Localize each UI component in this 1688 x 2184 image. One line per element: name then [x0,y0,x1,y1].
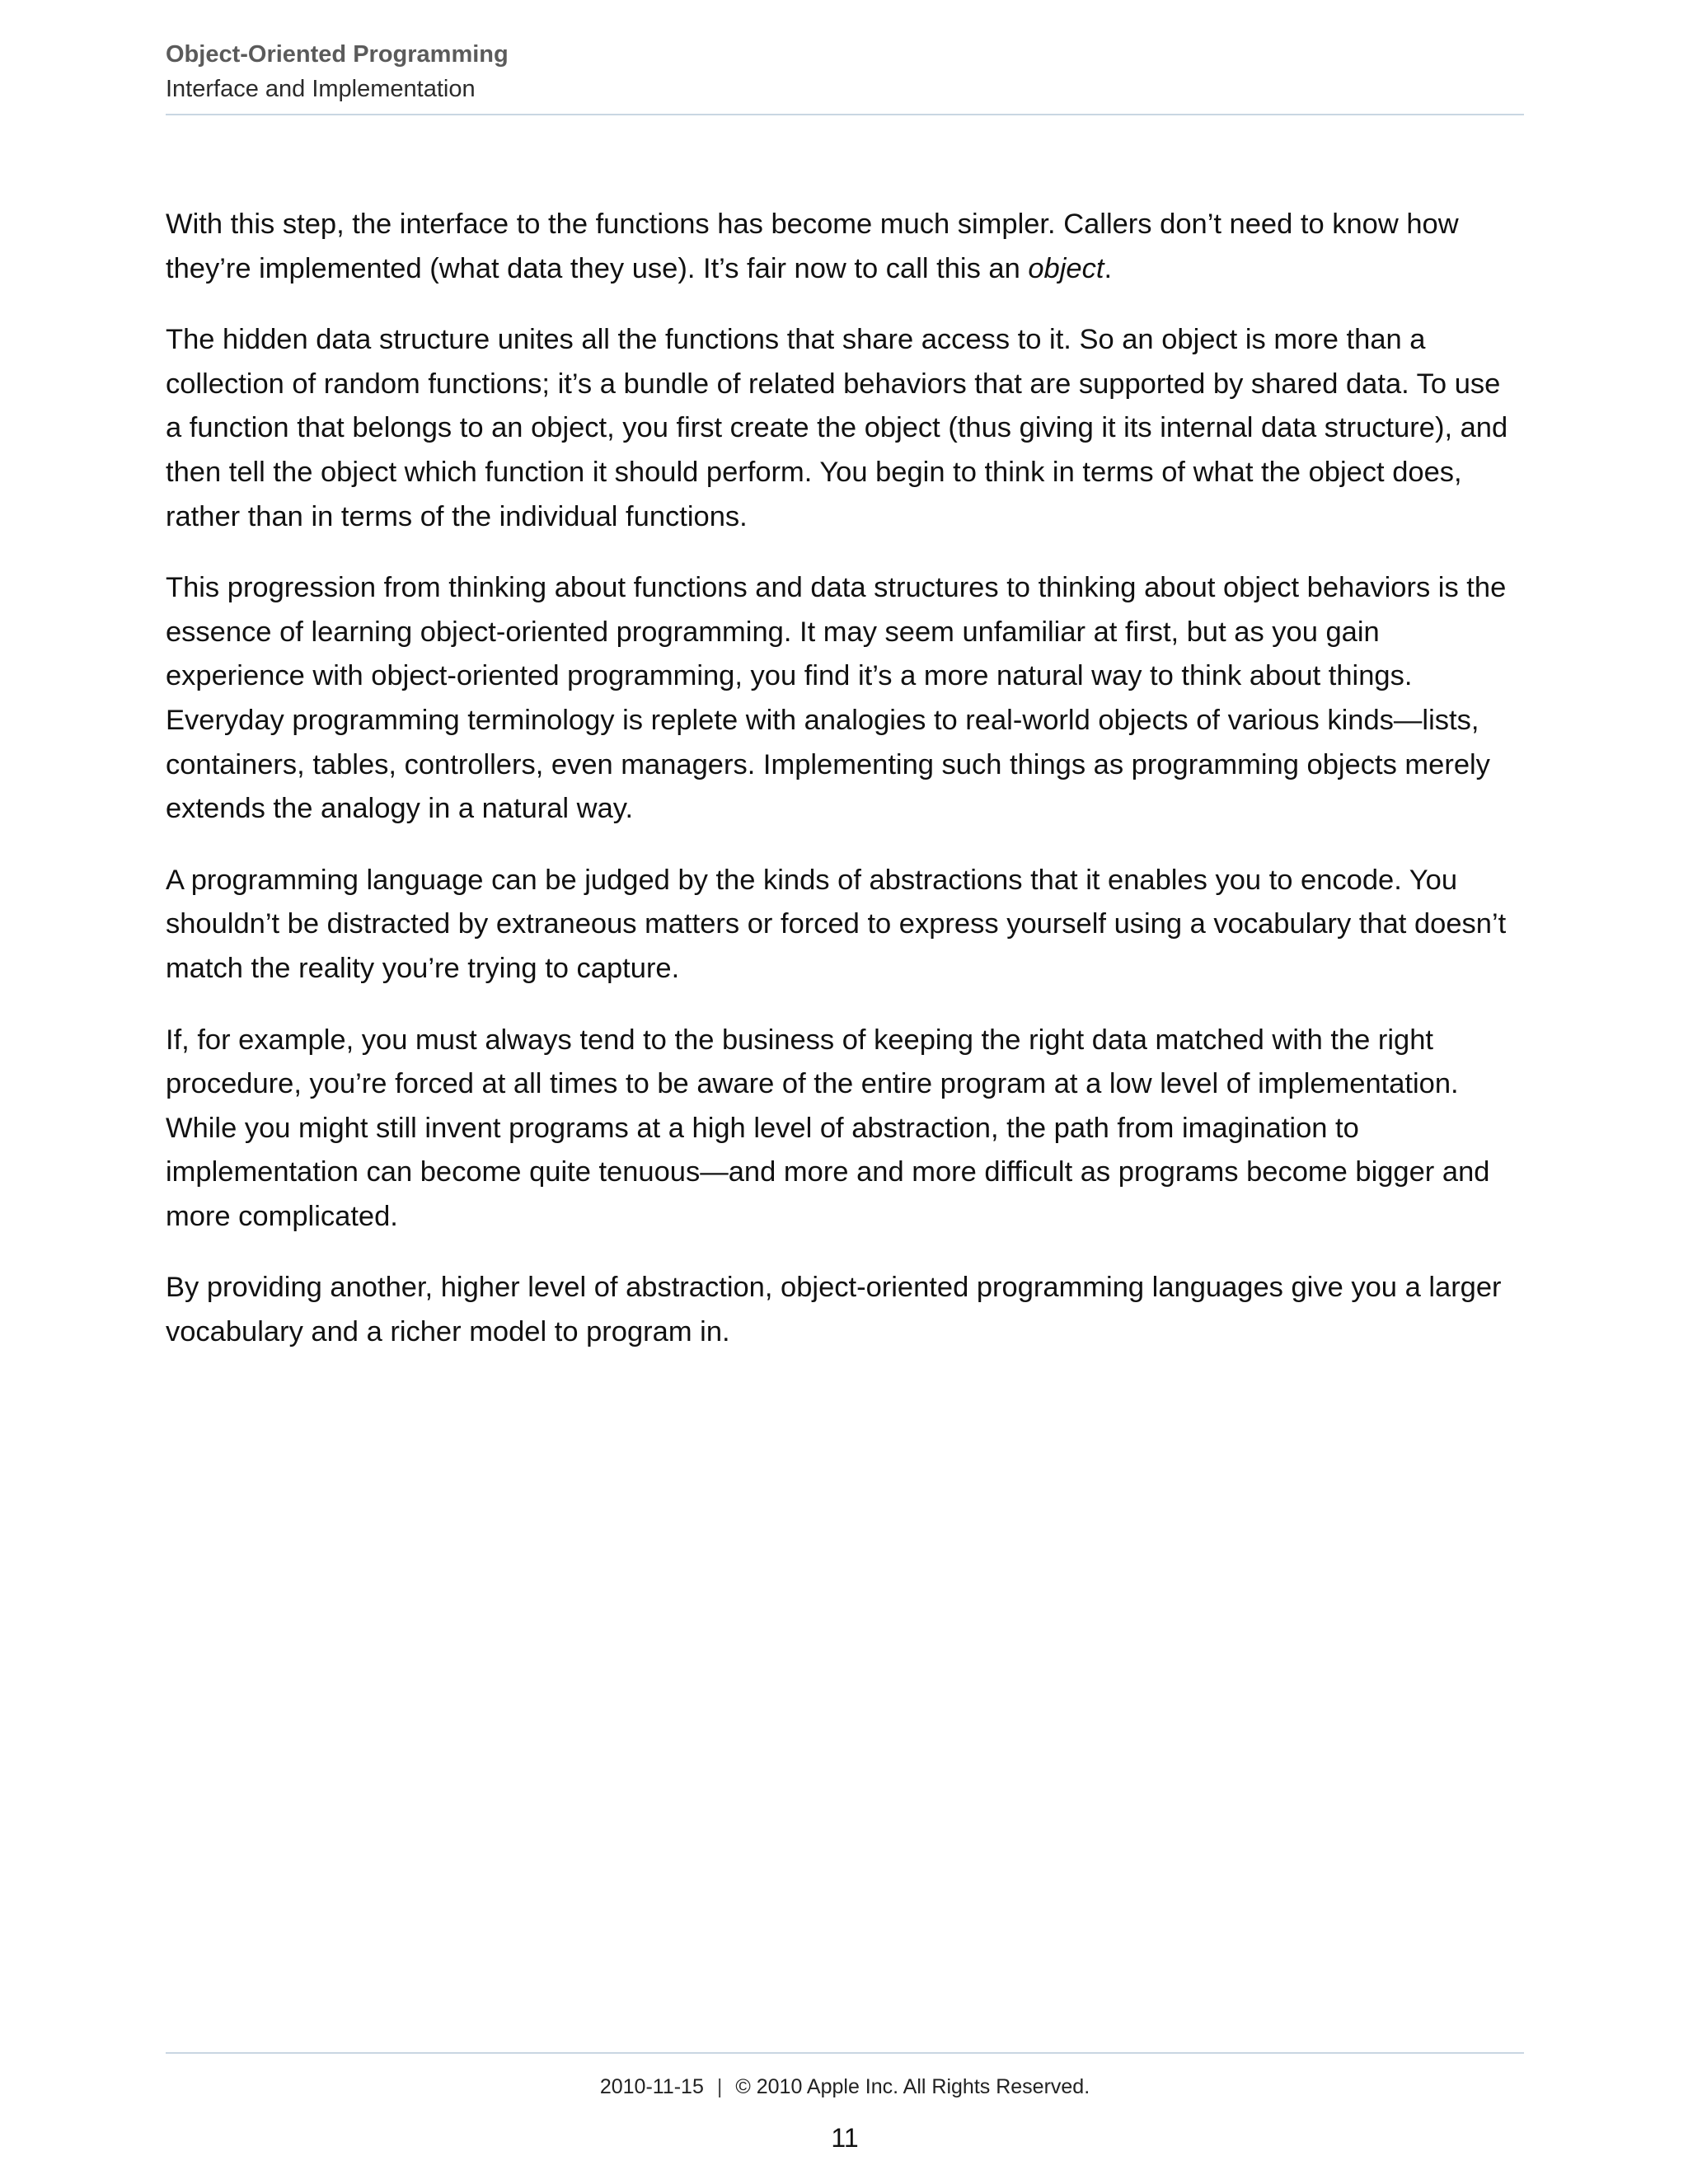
paragraph-6: By providing another, higher level of abstraction, object-oriented programming languages give you a larger vocabulary and a richer model to program in. [166,1272,1502,1348]
paragraph-1-end: . [1104,252,1113,284]
footer-line [166,2075,1524,2099]
main-content [166,203,1524,1382]
section-title: Interface and Implementation [166,76,476,102]
paragraph-3: This progression from thinking about functions and data structures to thinking about object behaviors is the essence of learning object-oriented programming. It may seem unfamiliar at first, but as you gain experience with object-oriented programming, you find it’s a more natural way to think about things. Everyday programming terminology is replete with analogies to real-world objects of various kinds—lists, containers, tables, controllers, even managers. Implementing such things as programming objects merely extends the analogy in a natural way. [166,572,1507,825]
paragraph-5: If, for example, you must always tend to the business of keeping the right data matched with the right procedure, you’re forced at all times to be aware of the entire program at a low level of implementation. While you might still invent programs at a high level of abstraction, the path from imagination to implementation can become quite tenuous—and more and more difficult as programs become bigger and more complicated. [166,1024,1490,1232]
page-number: 11 [831,2123,859,2153]
paragraph-1-text: With this step, the interface to the functions has become much simpler. Callers don’t need to know how they’re implemented (what data they use). It’s fair now to call this an [166,209,1459,284]
footer-copyright: © 2010 Apple Inc. All Rights Reserved. [735,2075,1090,2098]
paragraph-1 [166,203,1524,291]
chapter-title: Object-Oriented Programming [166,41,509,68]
page-header [166,40,1524,115]
footer-date: 2010-11-15 [599,2075,704,2098]
footer-separator: | [716,2075,723,2098]
paragraph-1-emphasis: object [1028,252,1104,284]
paragraph-2: The hidden data structure unites all the functions that share access to it. So an object is more than a collection of random functions; it’s a bundle of related behaviors that are supported by shared data. To use a function that belongs to an object, you first create the object (thus giving it its internal data structure), and then tell the object which function it should perform. You begin to think in terms of what the object does, rather than in terms of the individual functions. [166,324,1508,532]
page-footer [166,2052,1524,2159]
paragraph-4: A programming language can be judged by the kinds of abstractions that it enables you to encode. You shouldn’t be distracted by extraneous matters or forced to express yourself using a vocabulary that doesn’t match the reality you’re trying to capture. [166,864,1507,984]
